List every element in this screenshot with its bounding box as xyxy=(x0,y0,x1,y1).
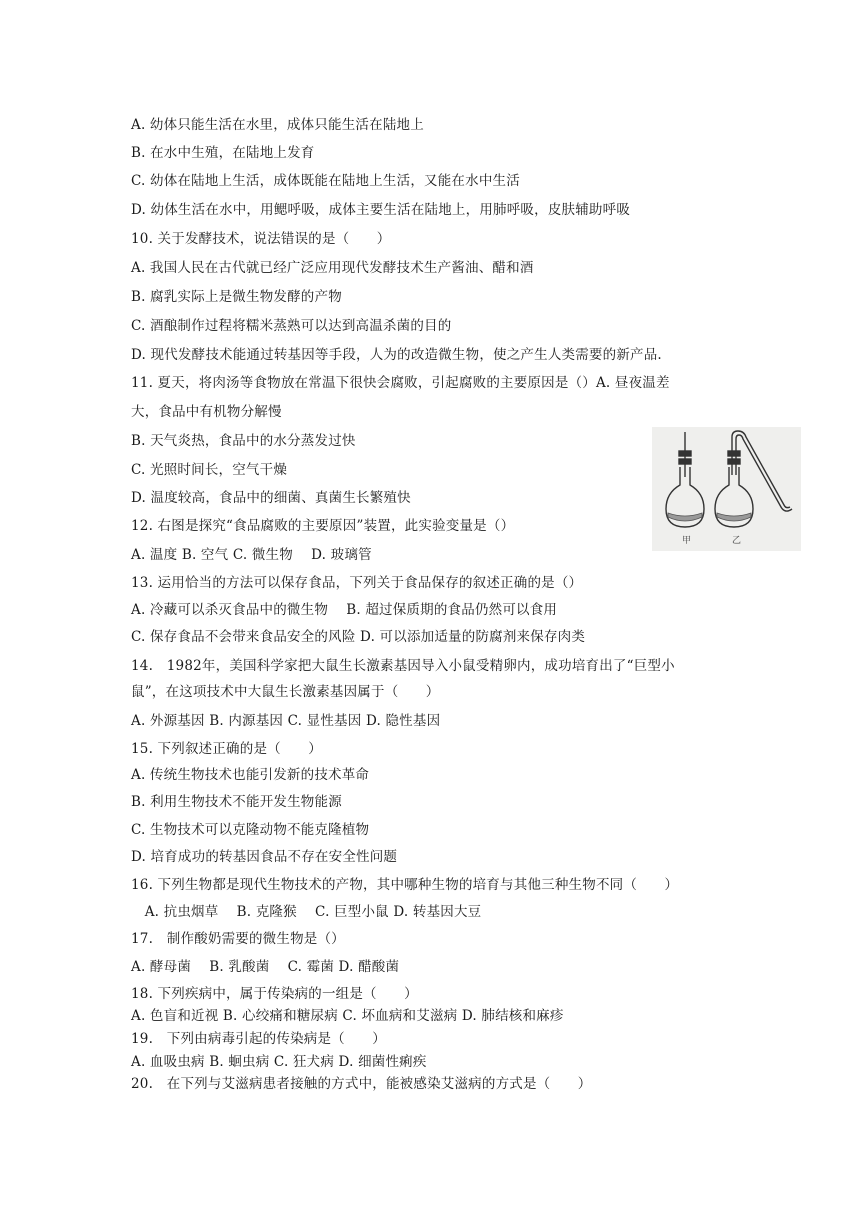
flask-yi xyxy=(715,431,792,527)
text-line: A. 抗虫烟草 B. 克隆猴 C. 巨型小鼠 D. 转基因大豆 xyxy=(131,904,482,920)
text-line: A. 传统生物技术也能引发新的技术革命 xyxy=(131,767,370,783)
flask-label-yi: 乙 xyxy=(732,536,742,546)
flask-label-jia: 甲 xyxy=(682,536,692,546)
text-line: C. 保存食品不会带来食品安全的风险 D. 可以添加适量的防腐剂来保存肉类 xyxy=(131,629,586,645)
text-line: A. 外源基因 B. 内源基因 C. 显性基因 D. 隐性基因 xyxy=(131,713,441,729)
text-line: D. 培育成功的转基因食品不存在安全性问题 xyxy=(131,849,398,865)
text-line: C. 幼体在陆地上生活，成体既能在陆地上生活，又能在水中生活 xyxy=(131,173,520,189)
question-13: 13. 运用恰当的方法可以保存食品，下列关于食品保存的叙述正确的是（） xyxy=(131,575,583,591)
text-line: A. 冷藏可以杀灭食品中的微生物 B. 超过保质期的食品仍然可以食用 xyxy=(131,602,558,618)
question-17: 17. 制作酸奶需要的微生物是（） xyxy=(131,931,345,947)
question-15: 15. 下列叙述正确的是（ ） xyxy=(131,741,322,757)
text-line: 大，食品中有机物分解慢 xyxy=(131,404,282,420)
question-12: 12. 右图是探究“食品腐败的主要原因”装置，此实验变量是（） xyxy=(131,518,515,534)
text-line: B. 天气炎热，食品中的水分蒸发过快 xyxy=(131,433,356,449)
text-line: B. 在水中生殖，在陆地上发育 xyxy=(131,145,315,161)
text-line: B. 利用生物技术不能开发生物能源 xyxy=(131,794,342,810)
text-line: C. 酒酿制作过程将糯米蒸熟可以达到高温杀菌的目的 xyxy=(131,318,452,334)
text-line: A. 色盲和近视 B. 心绞痛和糖尿病 C. 坏血病和艾滋病 D. 肺结核和麻疹 xyxy=(131,1008,564,1024)
question-18: 18. 下列疾病中，属于传染病的一组是（ ） xyxy=(131,986,418,1002)
question-10: 10. 关于发酵技术，说法错误的是（ ） xyxy=(131,231,391,247)
text-line: A. 酵母菌 B. 乳酸菌 C. 霉菌 D. 醋酸菌 xyxy=(131,959,400,975)
text-line: A. 我国人民在古代就已经广泛应用现代发酵技术生产酱油、醋和酒 xyxy=(131,260,534,276)
question-19: 19. 下列由病毒引起的传染病是（ ） xyxy=(131,1031,386,1047)
question-14: 14. 1982年，美国科学家把大鼠生长激素基因导入小鼠受精卵内，成功培育出了“巨型小 xyxy=(131,658,675,674)
text-line: D. 幼体生活在水中，用鳃呼吸，成体主要生活在陆地上，用肺呼吸，皮肤辅助呼吸 xyxy=(131,202,631,218)
text-line: C. 光照时间长，空气干燥 xyxy=(131,462,288,478)
flask-experiment-figure xyxy=(652,427,801,551)
text-line: D. 现代发酵技术能通过转基因等手段，人为的改造微生物，使之产生人类需要的新产品. xyxy=(131,347,662,363)
question-11: 11. 夏天，将肉汤等食物放在常温下很快会腐败，引起腐败的主要原因是（）A. 昼夜温差 xyxy=(131,375,670,391)
question-20: 20. 在下列与艾滋病患者接触的方式中，能被感染艾滋病的方式是（ ） xyxy=(131,1076,592,1092)
flask-diagram xyxy=(652,427,801,551)
text-line: A. 温度 B. 空气 C. 微生物 D. 玻璃管 xyxy=(131,547,372,563)
text-line: A. 血吸虫病 B. 蛔虫病 C. 狂犬病 D. 细菌性痢疾 xyxy=(131,1054,427,1070)
text-line: 鼠”，在这项技术中大鼠生长激素基因属于（ ） xyxy=(131,684,440,700)
text-line: B. 腐乳实际上是微生物发酵的产物 xyxy=(131,289,342,305)
question-16: 16. 下列生物都是现代生物技术的产物，其中哪种生物的培育与其他三种生物不同（ ） xyxy=(131,877,679,893)
text-line: A. 幼体只能生活在水里，成体只能生活在陆地上 xyxy=(131,117,424,133)
text-line: C. 生物技术可以克隆动物不能克隆植物 xyxy=(131,822,370,838)
flask-jia xyxy=(666,432,704,527)
text-line: D. 温度较高，食品中的细菌、真菌生长繁殖快 xyxy=(131,490,411,506)
